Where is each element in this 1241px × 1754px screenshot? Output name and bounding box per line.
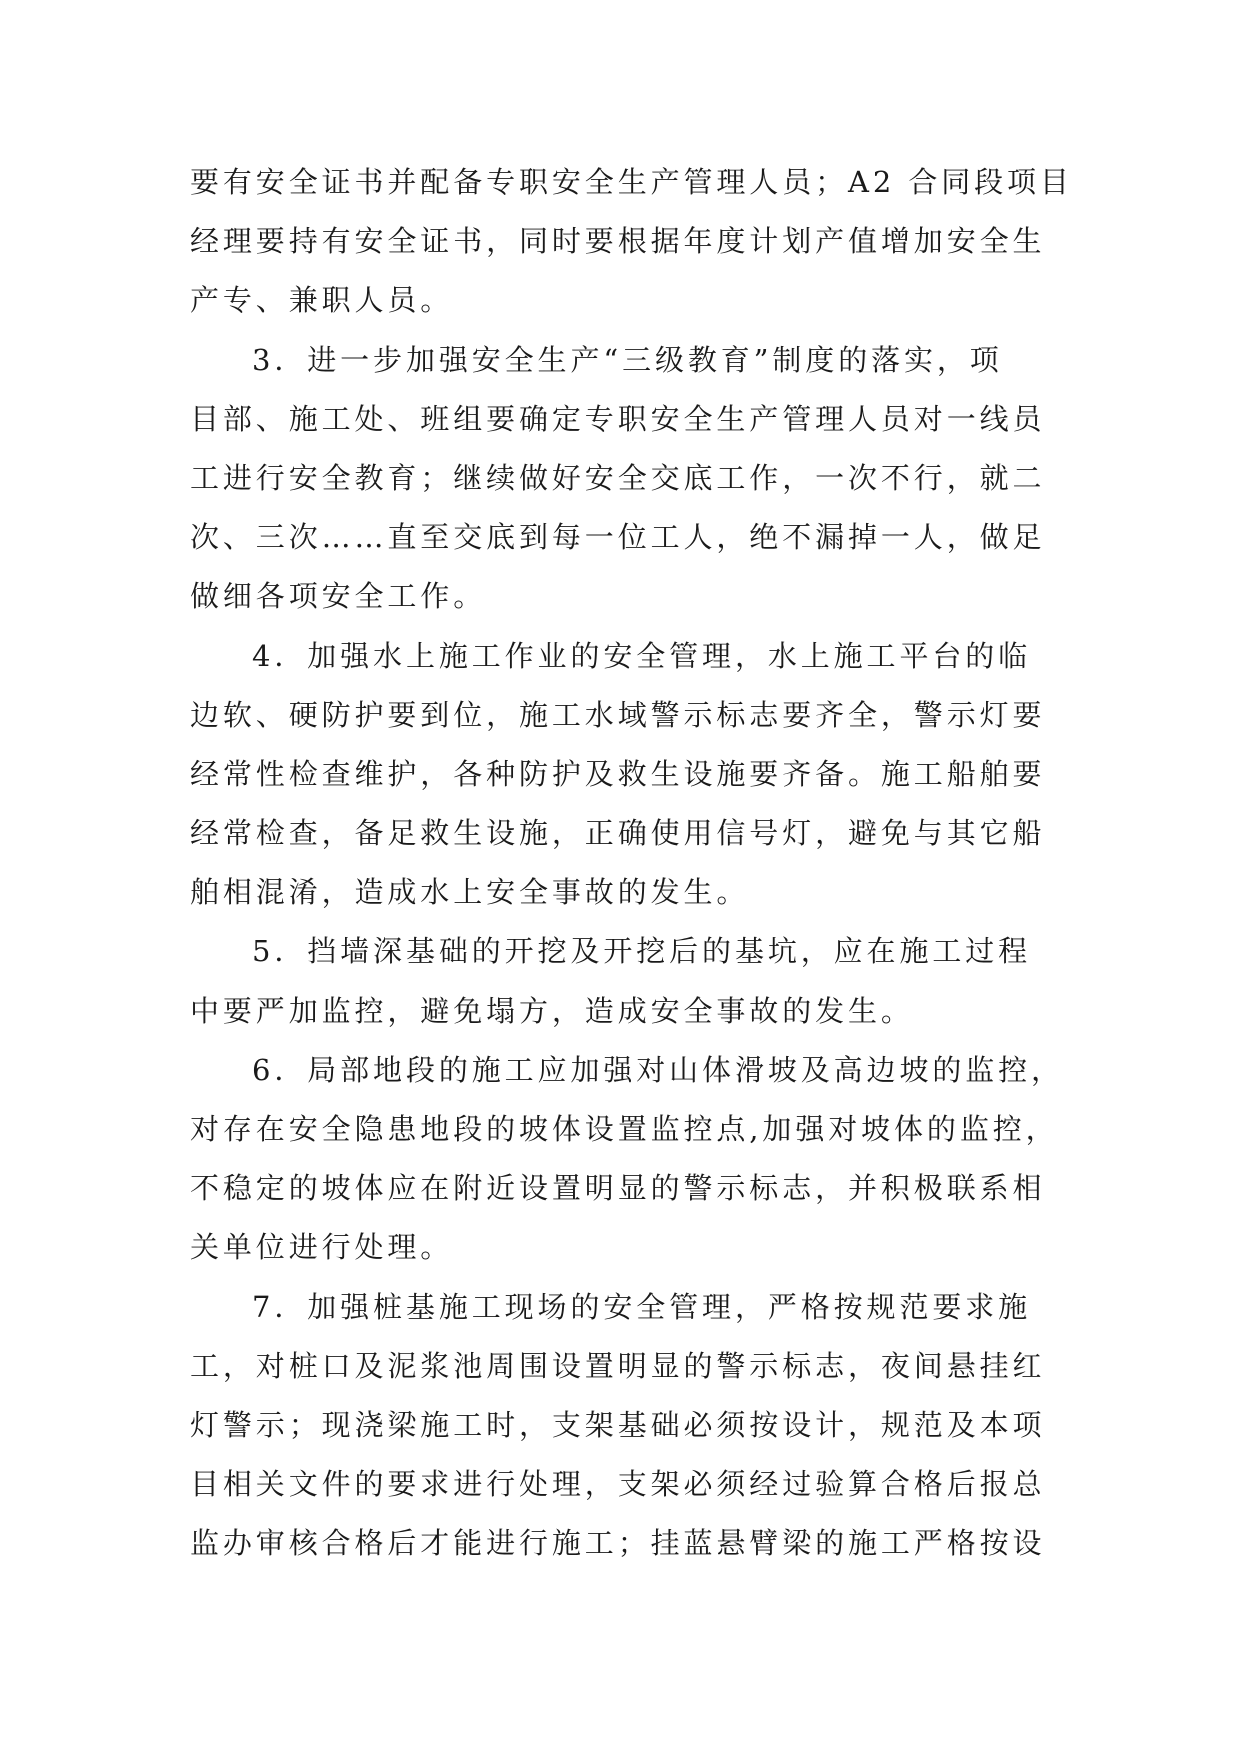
paragraph-start-line: 4．加强水上施工作业的安全管理，水上施工平台的临 bbox=[252, 638, 1032, 673]
text-line: 经常性检查维护，各种防护及救生设施要齐备。施工船舶要 bbox=[190, 756, 1046, 791]
text-line: 对存在安全隐患地段的坡体设置监控点,加强对坡体的监控， bbox=[190, 1112, 1059, 1146]
text-line: 目相关文件的要求进行处理，支架必须经过验算合格后报总 bbox=[190, 1467, 1046, 1502]
text-line: 不稳定的坡体应在附近设置明显的警示标志，并积极联系相 bbox=[190, 1171, 1046, 1206]
text-line: 经理要持有安全证书，同时要根据年度计划产值增加安全生 bbox=[190, 224, 1046, 259]
text-line: 目部、施工处、班组要确定专职安全生产管理人员对一线员 bbox=[190, 401, 1046, 436]
text-line: 工，对桩口及泥浆池周围设置明显的警示标志，夜间悬挂红 bbox=[190, 1348, 1046, 1383]
text-line: 做细各项安全工作。 bbox=[190, 579, 487, 614]
text-line: 工进行安全教育；继续做好安全交底工作，一次不行，就二 bbox=[190, 460, 1046, 495]
paragraph-start-line: 3．进一步加强安全生产“三级教育”制度的落实，项 bbox=[252, 342, 1003, 377]
text-line: 边软、硬防护要到位，施工水域警示标志要齐全，警示灯要 bbox=[190, 697, 1046, 732]
paragraph-start-line: 5．挡墙深基础的开挖及开挖后的基坑，应在施工过程 bbox=[252, 934, 1032, 969]
text-line: 监办审核合格后才能进行施工；挂蓝悬臂梁的施工严格按设 bbox=[190, 1526, 1046, 1561]
text-line: 产专、兼职人员。 bbox=[190, 283, 454, 318]
text-line: 次、三次……直至交底到每一位工人，绝不漏掉一人，做足 bbox=[190, 520, 1046, 555]
text-line: 要有安全证书并配备专职安全生产管理人员；A2 合同段项目 bbox=[190, 165, 1073, 199]
text-line: 灯警示；现浇梁施工时，支架基础必须按设计，规范及本项 bbox=[190, 1407, 1046, 1442]
paragraph-start-line: 6．局部地段的施工应加强对山体滑坡及高边坡的监控， bbox=[252, 1052, 1064, 1087]
text-line: 舶相混淆，造成水上安全事故的发生。 bbox=[190, 875, 750, 910]
body-text bbox=[190, 153, 1073, 1574]
text-line: 关单位进行处理。 bbox=[190, 1230, 454, 1265]
text-line: 中要严加监控，避免塌方，造成安全事故的发生。 bbox=[190, 993, 914, 1028]
text-line: 经常检查，备足救生设施，正确使用信号灯，避免与其它船 bbox=[190, 816, 1046, 851]
paragraph-start-line: 7．加强桩基施工现场的安全管理，严格按规范要求施 bbox=[252, 1289, 1032, 1324]
